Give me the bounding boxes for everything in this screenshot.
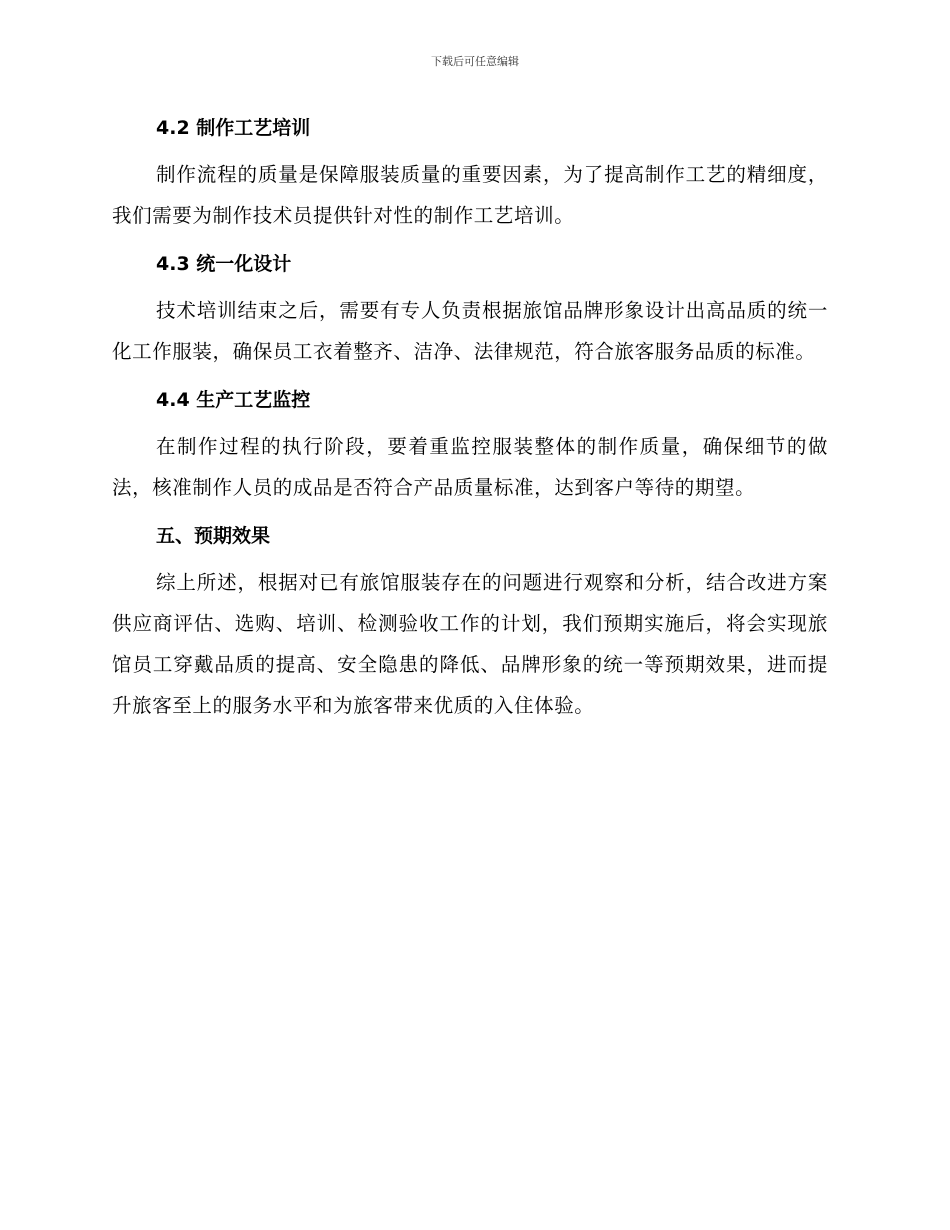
section-body-5: 综上所述，根据对已有旅馆服装存在的问题进行观察和分析，结合改进方案供应商评估、选购、培训、检测验收工作的计划，我们预期实施后，将会实现旅馆员工穿戴品质的提高、安全隐患的降低、品牌形象的统一等预期效果，进而提升旅客至上的服务水平和为旅客带来优质的入住体验。 <box>112 571 828 717</box>
section-heading-4-3: 4.3 统一化设计 <box>156 253 292 275</box>
section-heading-4-2: 4.2 制作工艺培训 <box>156 117 311 139</box>
document-body <box>112 112 828 726</box>
section-body-4-2: 制作流程的质量是保障服装质量的重要因素，为了提高制作工艺的精细度，我们需要为制作技术员提供针对性的制作工艺培训。 <box>112 163 828 227</box>
section-heading-5: 五、预期效果 <box>156 525 271 547</box>
section-heading-4-4: 4.4 生产工艺监控 <box>156 389 311 411</box>
section-body-4-3: 技术培训结束之后，需要有专人负责根据旅馆品牌形象设计出高品质的统一化工作服装，确保员工衣着整齐、洁净、法律规范，符合旅客服务品质的标准。 <box>112 299 828 363</box>
section-body-4-4: 在制作过程的执行阶段，要着重监控服装整体的制作质量，确保细节的做法，核准制作人员的成品是否符合产品质量标准，达到客户等待的期望。 <box>112 435 828 499</box>
page-header: 下载后可任意编辑 <box>431 55 519 68</box>
